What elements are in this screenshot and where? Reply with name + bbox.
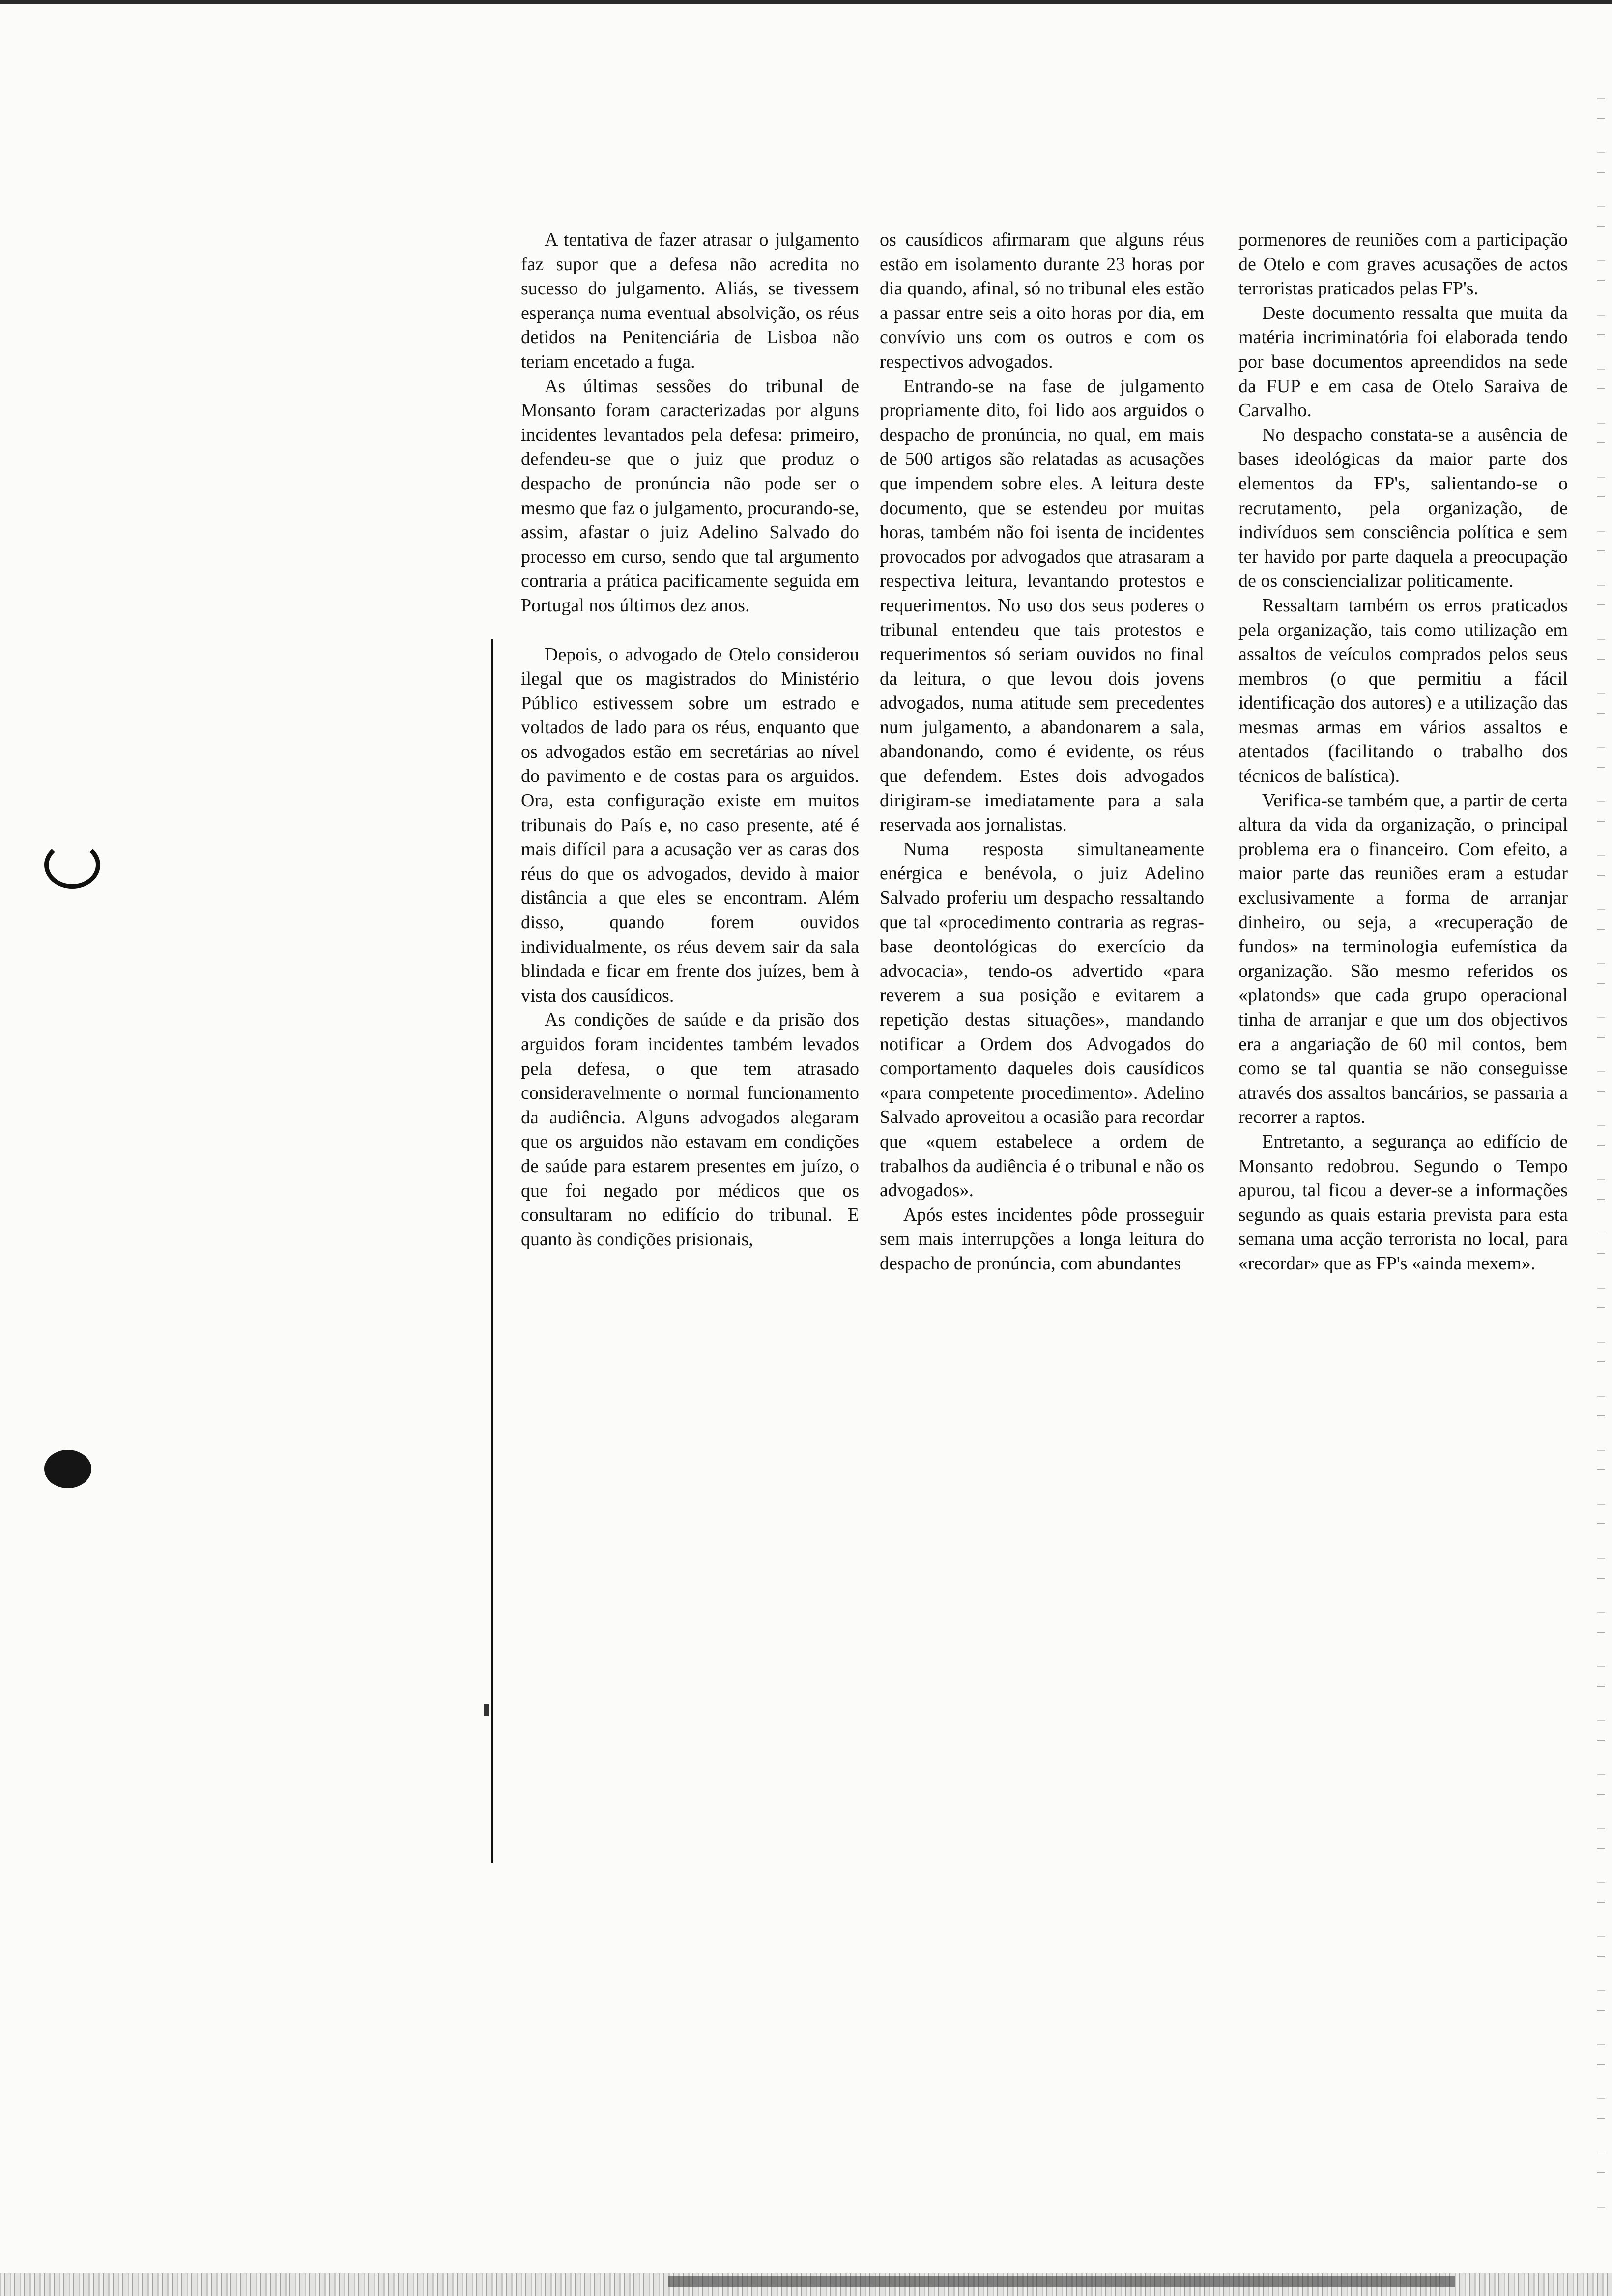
scan-bottom-bar: [668, 2276, 1455, 2287]
margin-dot-mark: [484, 1704, 489, 1716]
binder-hole-mark: [44, 841, 100, 889]
scan-edge-artifact: [1597, 98, 1605, 2211]
binder-hole-mark: [44, 1450, 91, 1488]
paragraph: Ressaltam também os erros praticados pela organização, tais como utilização em assaltos de veículos comprados pelos seus membros (o que permitiu a fácil identificação dos autores) e a utilização das mesmas armas em vários assaltos e atentados (facilitando o trabalho dos técnicos de balística).: [1238, 595, 1568, 787]
paragraph: Verifica-se também que, a partir de certa altura da vida da organização, o principal problema era o financeiro. Com efeito, a maior parte das reuniões eram a estudar exclusivamente a forma de arranjar dinheiro, ou seja, a «recuperação de fundos» na terminologia eufemística da organização. São mesmo referidos os «platonds» que cada grupo operacional tinha de arranjar e que um dos objectivos era a angariação de 60 mil contos, bem como se tal quantia se não conseguisse através dos assaltos bancários, se passaria a recorrer a raptos.: [1238, 790, 1568, 1128]
paragraph: Deste documento ressalta que muita da matéria incriminatória foi elaborada tendo por base documentos apreendidos na sede da FUP e em casa de Otelo Saraiva de Carvalho.: [1238, 302, 1568, 421]
paragraph: A tentativa de fazer atrasar o julgamento faz supor que a defesa não acredita no sucesso do julgamento. Aliás, se tivessem esperança numa eventual absolvição, os réus detidos na Penitenciária de Lisboa não teriam encetado a fuga.: [521, 230, 859, 372]
top-border-line: [0, 0, 1612, 4]
paragraph: Numa resposta simultaneamente enérgica e benévola, o juiz Adelino Salvado proferiu um despacho ressaltando que tal «procedimento contraria as regras-base deontológicas do exercício da advocacia», tendo-os advertido «para reverem a sua posição e evitarem a repetição destas situações», mandando notificar a Ordem dos Advogados do comportamento daqueles dois causídicos «para competente procedimento». Adelino Salvado aproveitou a ocasião para recordar que «quem estabelece a ordem de trabalhos da audiência é o tribunal e não os advogados».: [880, 838, 1204, 1201]
paragraph: As condições de saúde e da prisão dos arguidos foram incidentes também levados pela defesa, o que tem atrasado consideravelmente o normal funcionamento da audiência. Alguns advogados alegaram que os arguidos não estavam em condições de saúde para estarem presentes em juízo, o que foi negado por médicos que os consultaram no edifício do tribunal. E quanto às condições prisionais,: [521, 1009, 859, 1250]
paragraph: Entretanto, a segurança ao edifício de Monsanto redobrou. Segundo o Tempo apurou, tal ficou a dever-se a informações segundo as quais estaria prevista para esta semana uma acção terrorista no local, para «recordar» que as FP's «ainda mexem».: [1238, 1131, 1568, 1274]
article-column-1: [521, 228, 859, 1252]
paragraph: os causídicos afirmaram que alguns réus estão em isolamento durante 23 horas por dia quando, afinal, só no tribunal eles estão a passar entre seis a oito horas por dia, em convívio uns com os outros e com os respectivos advogados.: [880, 230, 1204, 372]
paragraph: Entrando-se na fase de julgamento propriamente dito, foi lido aos arguidos o despacho de pronúncia, no qual, em mais de 500 artigos são relatadas as acusações que impendem sobre eles. A leitura deste documento, que se estendeu por muitas horas, também não foi isenta de incidentes provocados por advogados que atrasaram a respectiva leitura, levantando protestos e requerimentos. No uso dos seus poderes o tribunal entendeu que tais protestos e requerimentos só seriam ouvidos no final da leitura, o que levou dois jovens advogados, numa atitude sem precedentes num julgamento, a abandonarem a sala, abandonando, como é evidente, os réus que defendem. Estes dois advogados dirigiram-se imediatamente para a sala reservada aos jornalistas.: [880, 375, 1204, 835]
article-column-3: [1238, 228, 1568, 1276]
paragraph: Após estes incidentes pôde prosseguir sem mais interrupções a longa leitura do despacho de pronúncia, com abundantes: [880, 1204, 1204, 1274]
paragraph: Depois, o advogado de Otelo considerou ilegal que os magistrados do Ministério Público estivessem sobre um estrado e voltados de lado para os réus, enquanto que os advogados estão em secretárias ao nível do pavimento e de costas para os arguidos. Ora, esta configuração existe em muitos tribunais do País e, no caso presente, até é mais difícil para a acusação ver as caras dos réus do que os advogados, devido à maior distância a que eles se encontram. Além disso, quando forem ouvidos individualmente, os réus devem sair da sala blindada e ficar em frente dos juízes, bem à vista dos causídicos.: [521, 644, 859, 1006]
margin-highlight-line: [491, 639, 493, 1863]
paragraph: No despacho constata-se a ausência de bases ideológicas da maior parte dos elementos da FP's, salientando-se o recrutamento, pela organização, de indivíduos sem consciência política e sem ter havido por parte daquela a preocupação de os consciencializar politicamente.: [1238, 424, 1568, 592]
paragraph: As últimas sessões do tribunal de Monsanto foram caracterizadas por alguns incidentes levantados pela defesa: primeiro, defendeu-se que o juiz que produz o despacho de pronúncia não pode ser o mesmo que faz o julgamento, procurando-se, assim, afastar o juiz Adelino Salvado do processo em curso, sendo que tal argumento contraria a prática pacificamente seguida em Portugal nos últimos dez anos.: [521, 375, 859, 616]
paragraph: pormenores de reuniões com a participação de Otelo e com graves acusações de actos terroristas praticados pelas FP's.: [1238, 230, 1568, 299]
article-column-2: [880, 228, 1204, 1276]
